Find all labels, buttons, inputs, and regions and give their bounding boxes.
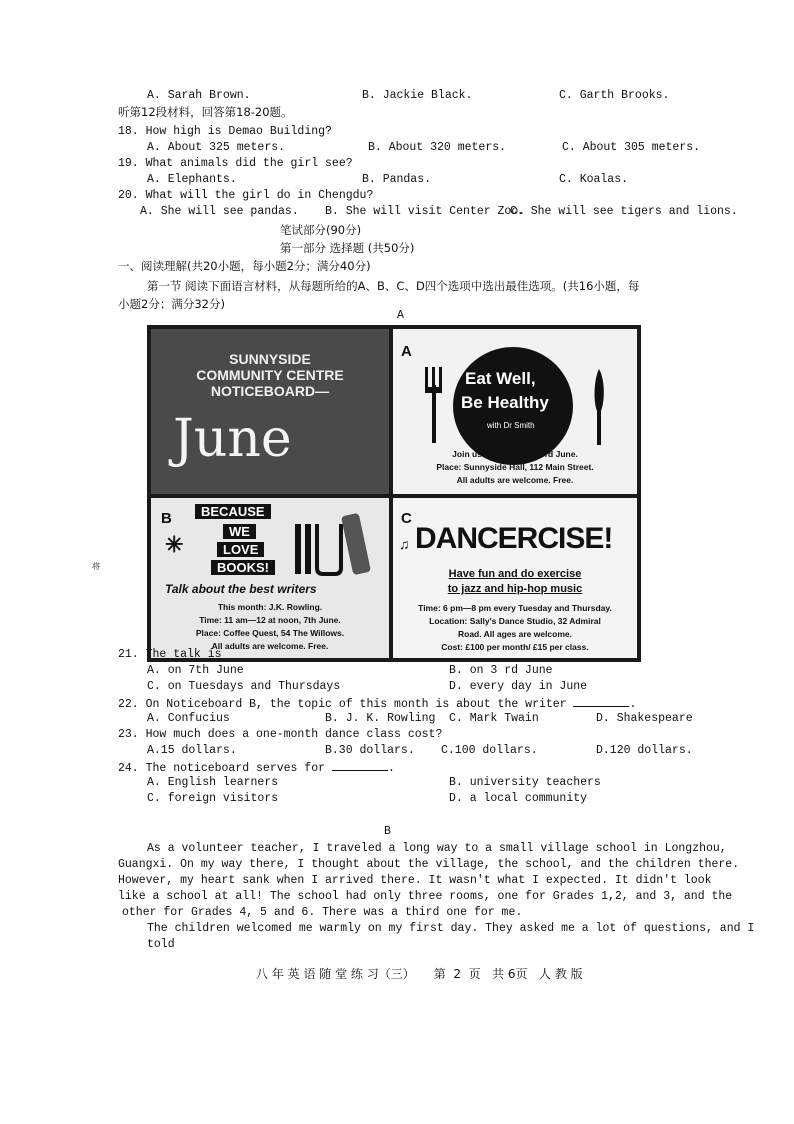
q18-option-c: C. About 305 meters.: [562, 141, 701, 154]
q21-option-a: A. on 7th June: [147, 664, 244, 677]
notice-b-word-4: BOOKS!: [211, 560, 275, 575]
notice-b-word-1: BECAUSE: [195, 504, 271, 519]
noticeboard-image: [147, 325, 641, 662]
notice-a-info-2: Place: Sunnyside Hall, 112 Main Street.: [436, 462, 594, 472]
notice-b-info-3: Place: Coffee Quest, 54 The Willows.: [195, 628, 345, 638]
notice-c-info-3: Road. All ages are welcome.: [457, 629, 572, 639]
q19-option-a: A. Elephants.: [147, 173, 237, 186]
option-a: A. Sarah Brown.: [147, 89, 251, 102]
notice-b-label: B: [161, 510, 172, 527]
q23-option-b: B.30 dollars.: [325, 744, 415, 757]
q19-option-c: C. Koalas.: [559, 173, 629, 186]
noticeboard-title-panel: [151, 329, 389, 494]
q22-option-d: D. Shakespeare: [596, 712, 693, 725]
q18-option-b: B. About 320 meters.: [368, 141, 507, 154]
music-note-icon: ♫: [399, 536, 410, 552]
notice-b-word-3: LOVE: [217, 542, 264, 557]
notice-b-info-2: Time: 11 am—12 at noon, 7th June.: [199, 615, 341, 625]
q21-option-d: D. every day in June: [449, 680, 588, 693]
instruction-line-1: 第一节 阅读下面语言材料，从每题所给的A、B、C、D四个选项中选出最佳选项。(共16小题，每: [147, 279, 640, 293]
fork-icon: [419, 365, 449, 445]
section-note: 听第12段材料，回答第18-20题。: [118, 105, 293, 119]
passage-b-label: B: [384, 825, 391, 838]
q21-option-b: B. on 3 rd June: [449, 664, 553, 677]
option-c: C. Garth Brooks.: [559, 89, 670, 102]
question-24-text: 24. The noticeboard serves for: [118, 762, 326, 775]
question-20: 20. What will the girl do in Chengdu?: [118, 189, 374, 202]
notice-c-subtitle-2: to jazz and hip-hop music: [447, 583, 583, 595]
q20-option-b: B. She will visit Center Zoo.: [325, 205, 526, 218]
q18-option-a: A. About 325 meters.: [147, 141, 286, 154]
question-19: 19. What animals did the girl see?: [118, 157, 353, 170]
page-footer: 八 年 英 语 随 堂 练 习（三） 第 2 页 共 6页 人 教 版: [256, 967, 583, 981]
q20-option-c: C. She will see tigers and lions.: [510, 205, 738, 218]
written-title: 笔试部分(90分): [280, 223, 362, 237]
question-24: 24. The noticeboard serves for .: [118, 762, 395, 775]
q22-option-c: C. Mark Twain: [449, 712, 539, 725]
notice-a-info-3: All adults are welcome. Free.: [456, 475, 574, 485]
passage-b-line-2: Guangxi. On my way there, I thought about the village, the school, and the children there.: [118, 858, 740, 871]
notice-b-word-2: WE: [223, 524, 256, 539]
notice-b-panel: [151, 498, 389, 658]
notice-c-info-4: Cost: £100 per month/ £15 per class.: [441, 642, 589, 652]
notice-c-panel: [393, 498, 637, 658]
part1-title: 第一部分 选择题 (共50分): [280, 241, 415, 255]
notice-c-label: C: [401, 510, 412, 527]
q23-option-d: D.120 dollars.: [596, 744, 693, 757]
notice-c-title: DANCERCISE!: [415, 522, 613, 555]
question-21: 21. The talk is: [118, 648, 222, 661]
q24-option-b: B. university teachers: [449, 776, 601, 789]
question-23: 23. How much does a one-month dance class cost?: [118, 728, 443, 741]
answer-blank: [332, 760, 388, 771]
notice-b-title: Talk about the best writers: [165, 582, 317, 596]
board-title-line-3: NOTICEBOARD—: [210, 383, 330, 399]
q22-option-b: B. J. K. Rowling: [325, 712, 436, 725]
knife-icon: [589, 367, 609, 447]
passage-b-line-6: The children welcomed me warmly on my first day. They asked me a lot of questions, and I: [147, 922, 755, 935]
books-icon: [291, 512, 371, 578]
passage-b-line-4: like a school at all! The school had only three rooms, one for Grades 1,2, and 3, and the: [118, 890, 733, 903]
answer-blank: [573, 696, 629, 707]
option-b: B. Jackie Black.: [362, 89, 473, 102]
notice-a-panel: [393, 329, 637, 494]
asterisk-icon: ✳: [165, 532, 184, 557]
board-title-line-1: SUNNYSIDE: [229, 351, 311, 367]
question-22: 22. On Noticeboard B, the topic of this month is about the writer .: [118, 698, 637, 711]
board-month: June: [173, 409, 292, 469]
question-18: 18. How high is Demao Building?: [118, 125, 332, 138]
reading-title: 一、阅读理解(共20小题，每小题2分；满分40分): [118, 259, 371, 273]
q23-option-c: C.100 dollars.: [441, 744, 538, 757]
q22-option-a: A. Confucius: [147, 712, 230, 725]
notice-a-info-1: Join us: 2 pm—4 pm, 3rd June.: [452, 449, 578, 459]
notice-c-info-2: Location: Sally's Dance Studio, 32 Admiral: [429, 616, 601, 626]
margin-mark: 将: [92, 562, 100, 571]
q24-option-d: D. a local community: [449, 792, 588, 805]
q20-option-a: A. She will see pandas.: [140, 205, 299, 218]
notice-a-title-2: Be Healthy: [461, 393, 549, 412]
notice-c-subtitle-1: Have fun and do exercise: [448, 568, 582, 580]
q24-option-c: C. foreign visitors: [147, 792, 279, 805]
notice-a-title-1: Eat Well,: [465, 369, 536, 388]
board-title-line-2: COMMUNITY CENTRE: [196, 367, 344, 383]
q23-option-a: A.15 dollars.: [147, 744, 237, 757]
notice-b-info-4: All adults are welcome. Free.: [211, 641, 329, 651]
notice-b-info-1: This month: J.K. Rowling.: [217, 602, 323, 612]
passage-b-line-3: However, my heart sank when I arrived there. It wasn't what I expected. It didn't look: [118, 874, 712, 887]
question-22-text: 22. On Noticeboard B, the topic of this month is about the writer: [118, 698, 567, 711]
passage-b-line-7: told: [147, 938, 175, 951]
notice-c-info-1: Time: 6 pm—8 pm every Tuesday and Thursday.: [418, 603, 612, 613]
passage-b-line-5: other for Grades 4, 5 and 6. There was a third one for me.: [122, 906, 523, 919]
passage-a-label: A: [397, 309, 404, 322]
passage-b-line-1: As a volunteer teacher, I traveled a long way to a small village school in Longzhou,: [147, 842, 727, 855]
instruction-line-2: 小题2分；满分32分): [118, 297, 225, 311]
notice-a-subtitle: with Dr Smith: [487, 421, 535, 430]
q19-option-b: B. Pandas.: [362, 173, 432, 186]
q21-option-c: C. on Tuesdays and Thursdays: [147, 680, 341, 693]
q24-option-a: A. English learners: [147, 776, 279, 789]
notice-a-label: A: [401, 343, 412, 360]
